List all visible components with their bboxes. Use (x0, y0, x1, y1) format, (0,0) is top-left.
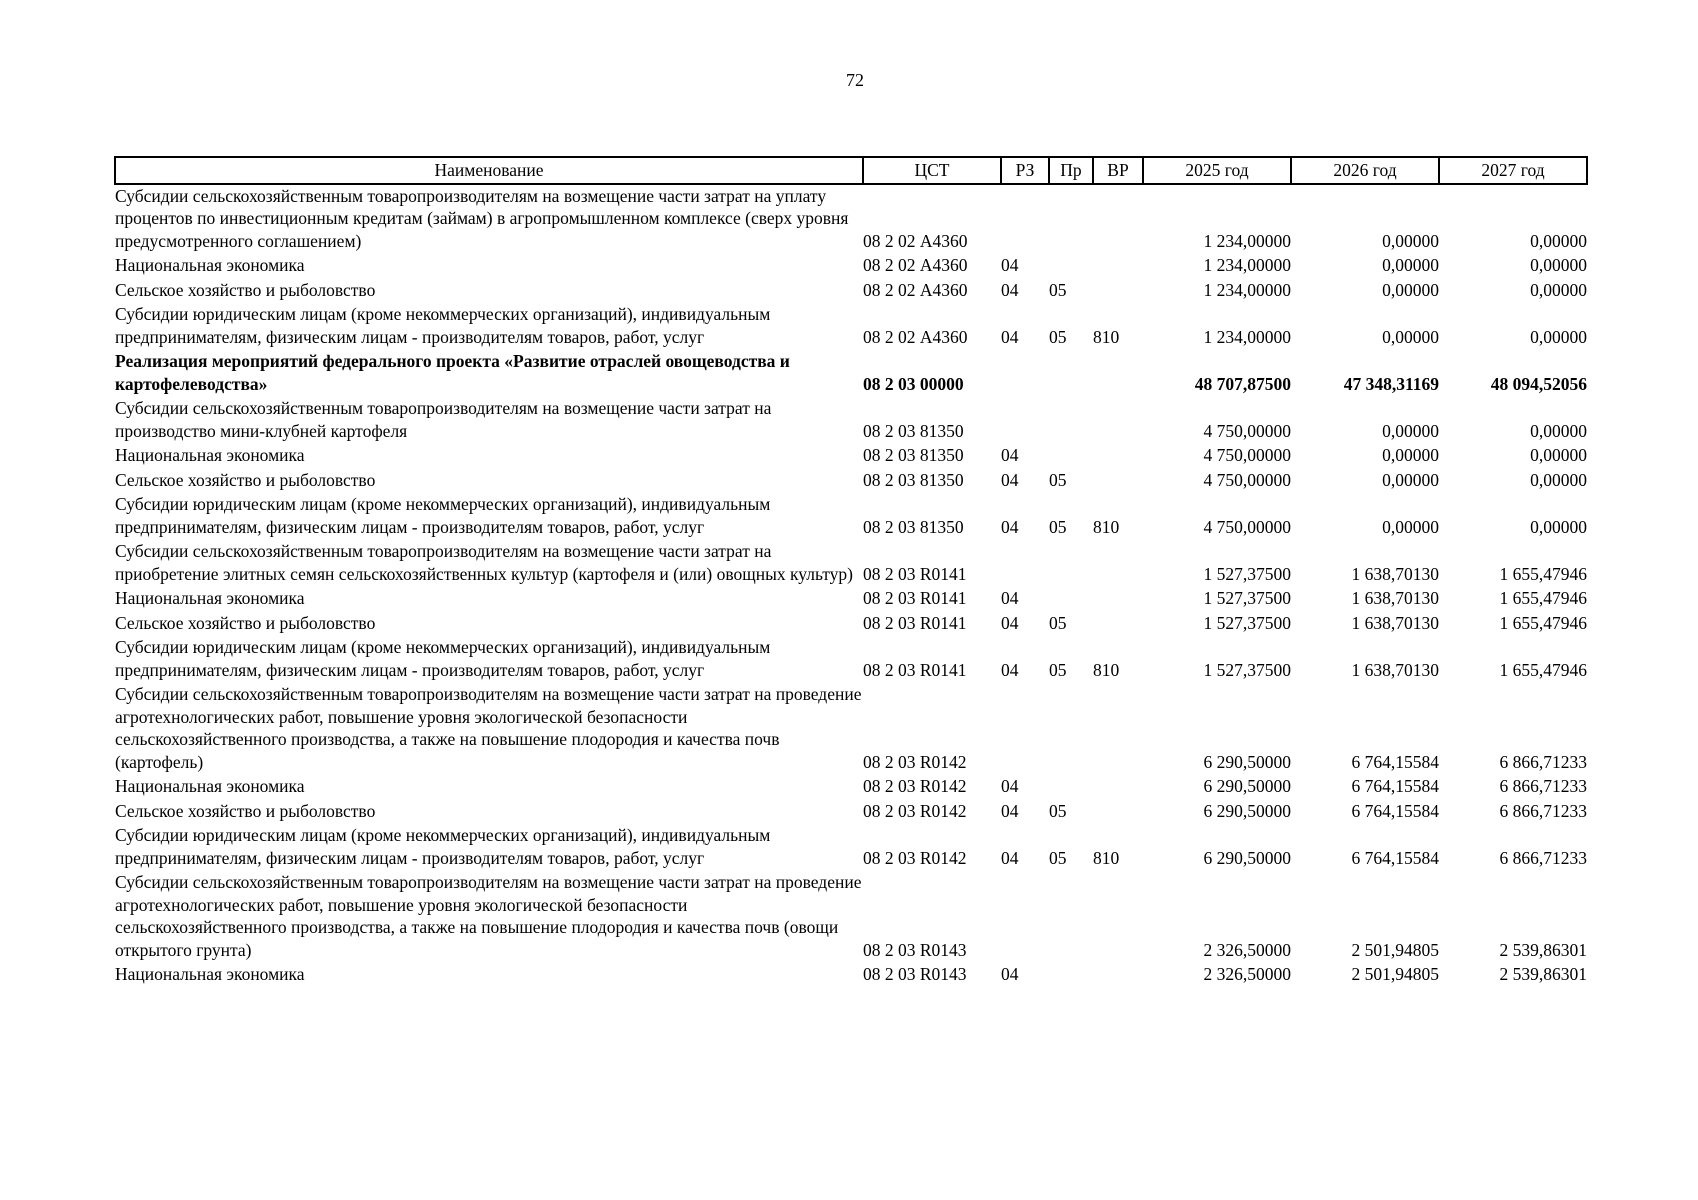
row-rz: 04 (1001, 445, 1019, 465)
row-2025-value: 2 326,50000 (1203, 964, 1291, 984)
table-row (115, 636, 1587, 683)
row-2027-value: 0,00000 (1530, 255, 1587, 275)
row-cst: 08 2 02 А4360 (863, 279, 968, 300)
row-pr (1049, 184, 1093, 255)
row-pr: 05 (1049, 612, 1067, 633)
row-2027-value: 2 539,86301 (1499, 939, 1587, 960)
table-row (115, 184, 1587, 255)
table-row (115, 612, 1587, 637)
row-name: Сельское хозяйство и рыболовство (115, 279, 376, 300)
row-2026-value: 0,00000 (1382, 420, 1439, 441)
table-row (115, 963, 1587, 988)
table-row (115, 469, 1587, 494)
row-cst: 08 2 03 R0141 (863, 612, 967, 633)
row-vr (1093, 587, 1143, 612)
row-2026-value: 2 501,94805 (1351, 964, 1439, 984)
header-rz: РЗ (1001, 157, 1049, 184)
row-cst: 08 2 03 R0143 (863, 964, 967, 984)
row-name: Субсидии сельскохозяйственным товаропроизводителям на возмещение части затрат на проведение агротехнологических работ, повышение уровня экологической безопасности сельскохозяйственного производства, а также на повышение плодородия и качества почв (овощи открытого грунта) (115, 872, 862, 960)
table-row (115, 397, 1587, 444)
row-2027-value: 0,00000 (1530, 516, 1587, 537)
row-2027-value: 48 094,52056 (1490, 373, 1587, 394)
row-pr: 05 (1049, 326, 1067, 347)
row-name: Сельское хозяйство и рыболовство (115, 612, 376, 633)
row-2026-value: 6 764,15584 (1351, 776, 1439, 796)
row-2027-value: 1 655,47946 (1499, 563, 1587, 584)
row-2026-value: 0,00000 (1382, 469, 1439, 490)
row-rz (1001, 540, 1049, 587)
row-2026-value: 0,00000 (1382, 326, 1439, 347)
row-cst: 08 2 02 А4360 (863, 326, 968, 347)
row-rz (1001, 683, 1049, 775)
row-rz: 04 (1001, 326, 1019, 347)
row-name: Субсидии сельскохозяйственным товаропроизводителям на возмещение части затрат на уплату процентов по инвестиционным кредитам (займам) в агропромышленном комплексе (сверх уровня предусмотренного соглашением) (115, 185, 849, 251)
row-vr (1093, 469, 1143, 494)
row-2025-value: 6 290,50000 (1203, 776, 1291, 796)
row-cst: 08 2 03 R0142 (863, 751, 967, 772)
row-2027-value: 0,00000 (1530, 469, 1587, 490)
row-pr (1049, 683, 1093, 775)
table-header-row (115, 157, 1587, 184)
row-2026-value: 1 638,70130 (1351, 563, 1439, 584)
row-2027-value: 0,00000 (1530, 326, 1587, 347)
row-2027-value: 1 655,47946 (1499, 588, 1587, 608)
row-pr (1049, 540, 1093, 587)
row-pr: 05 (1049, 800, 1067, 821)
row-2025-value: 1 527,37500 (1203, 588, 1291, 608)
row-2026-value: 1 638,70130 (1351, 612, 1439, 633)
row-vr (1093, 279, 1143, 304)
row-pr: 05 (1049, 847, 1067, 868)
row-rz: 04 (1001, 612, 1019, 633)
header-pr: Пр (1049, 157, 1093, 184)
row-vr: 810 (1093, 659, 1120, 680)
table-row (115, 587, 1587, 612)
table-row (115, 683, 1587, 775)
row-pr (1049, 587, 1093, 612)
row-2025-value: 4 750,00000 (1203, 420, 1291, 441)
row-2026-value: 0,00000 (1382, 279, 1439, 300)
row-rz (1001, 871, 1049, 963)
table-row (115, 303, 1587, 350)
row-cst: 08 2 03 81350 (863, 445, 964, 465)
row-pr (1049, 775, 1093, 800)
row-2025-value: 1 527,37500 (1203, 563, 1291, 584)
row-name: Субсидии юридическим лицам (кроме некоммерческих организаций), индивидуальным предпринимателям, физическим лицам - производителям товаров, работ, услуг (115, 304, 771, 347)
row-2026-value: 47 348,31169 (1343, 373, 1439, 394)
row-cst: 08 2 03 R0142 (863, 776, 967, 796)
row-2026-value: 1 638,70130 (1351, 659, 1439, 680)
row-cst: 08 2 03 81350 (863, 420, 964, 441)
row-pr (1049, 254, 1093, 279)
row-rz: 04 (1001, 588, 1019, 608)
row-2025-value: 48 707,87500 (1194, 373, 1291, 394)
header-vr: ВР (1093, 157, 1143, 184)
row-2026-value: 0,00000 (1382, 516, 1439, 537)
row-2027-value: 0,00000 (1530, 445, 1587, 465)
row-vr (1093, 184, 1143, 255)
row-2025-value: 1 234,00000 (1203, 326, 1291, 347)
row-rz: 04 (1001, 659, 1019, 680)
row-rz: 04 (1001, 255, 1019, 275)
row-2025-value: 1 234,00000 (1203, 255, 1291, 275)
row-2025-value: 1 234,00000 (1203, 230, 1291, 251)
row-2027-value: 0,00000 (1530, 279, 1587, 300)
row-rz: 04 (1001, 847, 1019, 868)
row-cst: 08 2 03 R0142 (863, 800, 967, 821)
row-name: Субсидии сельскохозяйственным товаропроизводителям на возмещение части затрат на проведение агротехнологических работ, повышение уровня экологической безопасности сельскохозяйственного производства, а также на повышение плодородия и качества почв (картофель) (115, 684, 862, 772)
row-name: Национальная экономика (115, 776, 305, 796)
row-2027-value: 6 866,71233 (1499, 776, 1587, 796)
row-cst: 08 2 03 R0143 (863, 939, 967, 960)
row-2027-value: 6 866,71233 (1499, 800, 1587, 821)
row-rz: 04 (1001, 279, 1019, 300)
row-pr: 05 (1049, 516, 1067, 537)
row-name: Субсидии сельскохозяйственным товаропроизводителям на возмещение части затрат на производство мини-клубней картофеля (115, 398, 772, 441)
row-cst: 08 2 03 81350 (863, 516, 964, 537)
row-name: Национальная экономика (115, 445, 305, 465)
row-name: Сельское хозяйство и рыболовство (115, 469, 376, 490)
row-2026-value: 1 638,70130 (1351, 588, 1439, 608)
table-row (115, 444, 1587, 469)
row-2026-value: 0,00000 (1382, 230, 1439, 251)
row-name: Национальная экономика (115, 255, 305, 275)
row-vr: 810 (1093, 516, 1120, 537)
row-pr: 05 (1049, 279, 1067, 300)
row-vr (1093, 254, 1143, 279)
row-2027-value: 6 866,71233 (1499, 847, 1587, 868)
row-pr (1049, 963, 1093, 988)
row-2026-value: 0,00000 (1382, 255, 1439, 275)
row-cst: 08 2 03 R0141 (863, 563, 967, 584)
row-2027-value: 0,00000 (1530, 230, 1587, 251)
row-2025-value: 1 527,37500 (1203, 659, 1291, 680)
row-name: Сельское хозяйство и рыболовство (115, 800, 376, 821)
header-2026: 2026 год (1291, 157, 1439, 184)
row-2026-value: 6 764,15584 (1351, 751, 1439, 772)
row-vr (1093, 350, 1143, 397)
row-cst: 08 2 03 R0141 (863, 659, 967, 680)
row-name: Субсидии юридическим лицам (кроме некоммерческих организаций), индивидуальным предпринимателям, физическим лицам - производителям товаров, работ, услуг (115, 637, 771, 680)
row-vr (1093, 612, 1143, 637)
header-2027: 2027 год (1439, 157, 1587, 184)
row-name: Субсидии юридическим лицам (кроме некоммерческих организаций), индивидуальным предпринимателям, физическим лицам - производителям товаров, работ, услуг (115, 825, 771, 868)
row-2025-value: 4 750,00000 (1203, 445, 1291, 465)
row-vr (1093, 397, 1143, 444)
row-2025-value: 4 750,00000 (1203, 469, 1291, 490)
row-name: Реализация мероприятий федерального проекта «Развитие отраслей овощеводства и картофелеводства» (115, 351, 790, 394)
row-2025-value: 4 750,00000 (1203, 516, 1291, 537)
table-row (115, 540, 1587, 587)
row-2025-value: 6 290,50000 (1203, 751, 1291, 772)
row-pr: 05 (1049, 659, 1067, 680)
row-2026-value: 0,00000 (1382, 445, 1439, 465)
row-rz: 04 (1001, 516, 1019, 537)
row-name: Субсидии юридическим лицам (кроме некоммерческих организаций), индивидуальным предпринимателям, физическим лицам - производителям товаров, работ, услуг (115, 494, 771, 537)
row-rz: 04 (1001, 776, 1019, 796)
table-body (115, 184, 1587, 988)
row-2026-value: 6 764,15584 (1351, 847, 1439, 868)
row-2025-value: 6 290,50000 (1203, 847, 1291, 868)
header-cst: ЦСТ (863, 157, 1001, 184)
row-vr (1093, 540, 1143, 587)
budget-table (114, 156, 1588, 988)
row-rz (1001, 397, 1049, 444)
table-row (115, 800, 1587, 825)
row-2027-value: 6 866,71233 (1499, 751, 1587, 772)
page-number: 72 (846, 70, 864, 90)
header-2025: 2025 год (1143, 157, 1291, 184)
row-2026-value: 2 501,94805 (1351, 939, 1439, 960)
row-cst: 08 2 03 00000 (863, 373, 964, 394)
row-name: Национальная экономика (115, 588, 305, 608)
row-vr (1093, 963, 1143, 988)
row-cst: 08 2 03 R0142 (863, 847, 967, 868)
row-pr: 05 (1049, 469, 1067, 490)
row-2026-value: 6 764,15584 (1351, 800, 1439, 821)
row-cst: 08 2 03 R0141 (863, 588, 967, 608)
row-name: Национальная экономика (115, 964, 305, 984)
row-2025-value: 6 290,50000 (1203, 800, 1291, 821)
table-row (115, 871, 1587, 963)
row-2025-value: 2 326,50000 (1203, 939, 1291, 960)
row-vr: 810 (1093, 847, 1120, 868)
row-2027-value: 0,00000 (1530, 420, 1587, 441)
row-vr (1093, 800, 1143, 825)
row-2027-value: 1 655,47946 (1499, 612, 1587, 633)
row-vr (1093, 775, 1143, 800)
row-pr (1049, 397, 1093, 444)
row-cst: 08 2 02 А4360 (863, 255, 968, 275)
table-row (115, 279, 1587, 304)
row-vr (1093, 683, 1143, 775)
row-pr (1049, 350, 1093, 397)
row-cst: 08 2 02 А4360 (863, 230, 968, 251)
row-pr (1049, 871, 1093, 963)
row-rz: 04 (1001, 469, 1019, 490)
row-rz (1001, 350, 1049, 397)
row-rz: 04 (1001, 964, 1019, 984)
row-2025-value: 1 234,00000 (1203, 279, 1291, 300)
row-name: Субсидии сельскохозяйственным товаропроизводителям на возмещение части затрат на приобретение элитных семян сельскохозяйственных культур (картофеля и (или) овощных культур) (115, 541, 853, 584)
row-rz (1001, 184, 1049, 255)
row-vr (1093, 871, 1143, 963)
row-cst: 08 2 03 81350 (863, 469, 964, 490)
row-rz: 04 (1001, 800, 1019, 821)
table-row (115, 493, 1587, 540)
table-row (115, 824, 1587, 871)
row-2027-value: 2 539,86301 (1499, 964, 1587, 984)
header-name: Наименование (115, 157, 863, 184)
row-vr: 810 (1093, 326, 1120, 347)
table-row (115, 350, 1587, 397)
table-row (115, 775, 1587, 800)
row-vr (1093, 444, 1143, 469)
row-2025-value: 1 527,37500 (1203, 612, 1291, 633)
row-pr (1049, 444, 1093, 469)
table-row (115, 254, 1587, 279)
row-2027-value: 1 655,47946 (1499, 659, 1587, 680)
